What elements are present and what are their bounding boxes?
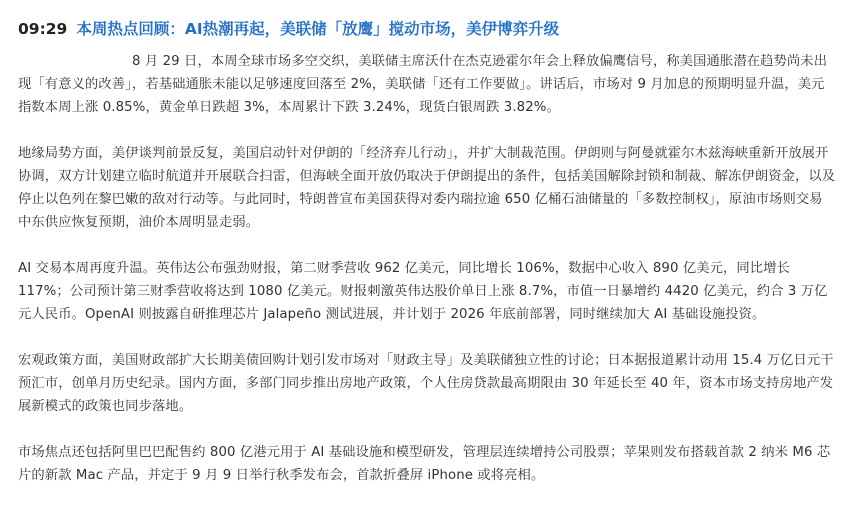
paragraph-ai-trading: AI 交易本周再度升温。英伟达公布强劲财报，第二财季营收 962 亿美元，同比增长 106%，数据中心收入 890 亿美元，同比增长 117%；公司预计第三财季营收将达到 1080 亿美元。财报刺激英伟达股价单日上涨 8.7%，市值一日暴增约 4420 亿美元，约合 3 万亿元人民币。OpenAI 则披露自研推理芯片 Jalapeño 测试进展，并计划于 2026 年底前部署，同时继续加大 AI 基础设施投资。 bbox=[18, 261, 828, 322]
paragraph-macro-policy: 宏观政策方面，美国财政部扩大长期美债回购计划引发市场对「财政主导」及美联储独立性的讨论；日本据报道累计动用 15.4 万亿日元干预汇市，创单月历史纪录。国内方面，多部门同步推出房地产政策，个人住房贷款最高期限由 30 年延长至 40 年，资本市场支持房地产发展新模式的政策也同步落地。 bbox=[18, 353, 834, 414]
publish-time: 09:29 bbox=[18, 20, 68, 38]
article-headline bbox=[18, 18, 836, 40]
paragraph-market-overview: 8 月 29 日，本周全球市场多空交织，美联储主席沃什在杰克逊霍尔年会上释放偏鹰信号，称美国通胀潜在趋势尚未出现「有意义的改善」，若基础通胀未能以足够速度回落至 2%，美联储「还有工作要做」。讲话后，市场对 9 月加息的预期明显升温，美元指数本周上涨 0.85%，黄金单日跌超 3%，本周累计下跌 3.24%，现货白银周跌 3.82%。 bbox=[18, 54, 828, 115]
article-title[interactable]: 本周热点回顾：AI热潮再起，美联储「放鹰」搅动市场，美伊博弈升级 bbox=[76, 20, 560, 38]
paragraph-geopolitics: 地缘局势方面，美伊谈判前景反复，美国启动针对伊朗的「经济弃儿行动」，并扩大制裁范围。伊朗则与阿曼就霍尔木兹海峡重新开放展开协调，双方计划建立临时航道并开展联合扫雷，但海峡全面开放仍取决于伊朗提出的条件，包括美国解除封锁和制裁、解冻伊朗资金，以及停止以色列在黎巴嫩的敌对行动等。与此同时，特朗普宣布美国获得对委内瑞拉逾 650 亿桶石油储量的「多数控制权」，原油市场则交易中东供应恢复预期，油价本周明显走弱。 bbox=[18, 146, 836, 230]
paragraph-market-focus: 市场焦点还包括阿里巴巴配售约 800 亿港元用于 AI 基础设施和模型研发，管理层连续增持公司股票；苹果则发布搭载首款 2 纳米 M6 芯片的新款 Mac 产品，并定于 9 月 9 日举行秋季发布会，首款折叠屏 iPhone 或将亮相。 bbox=[18, 445, 831, 483]
